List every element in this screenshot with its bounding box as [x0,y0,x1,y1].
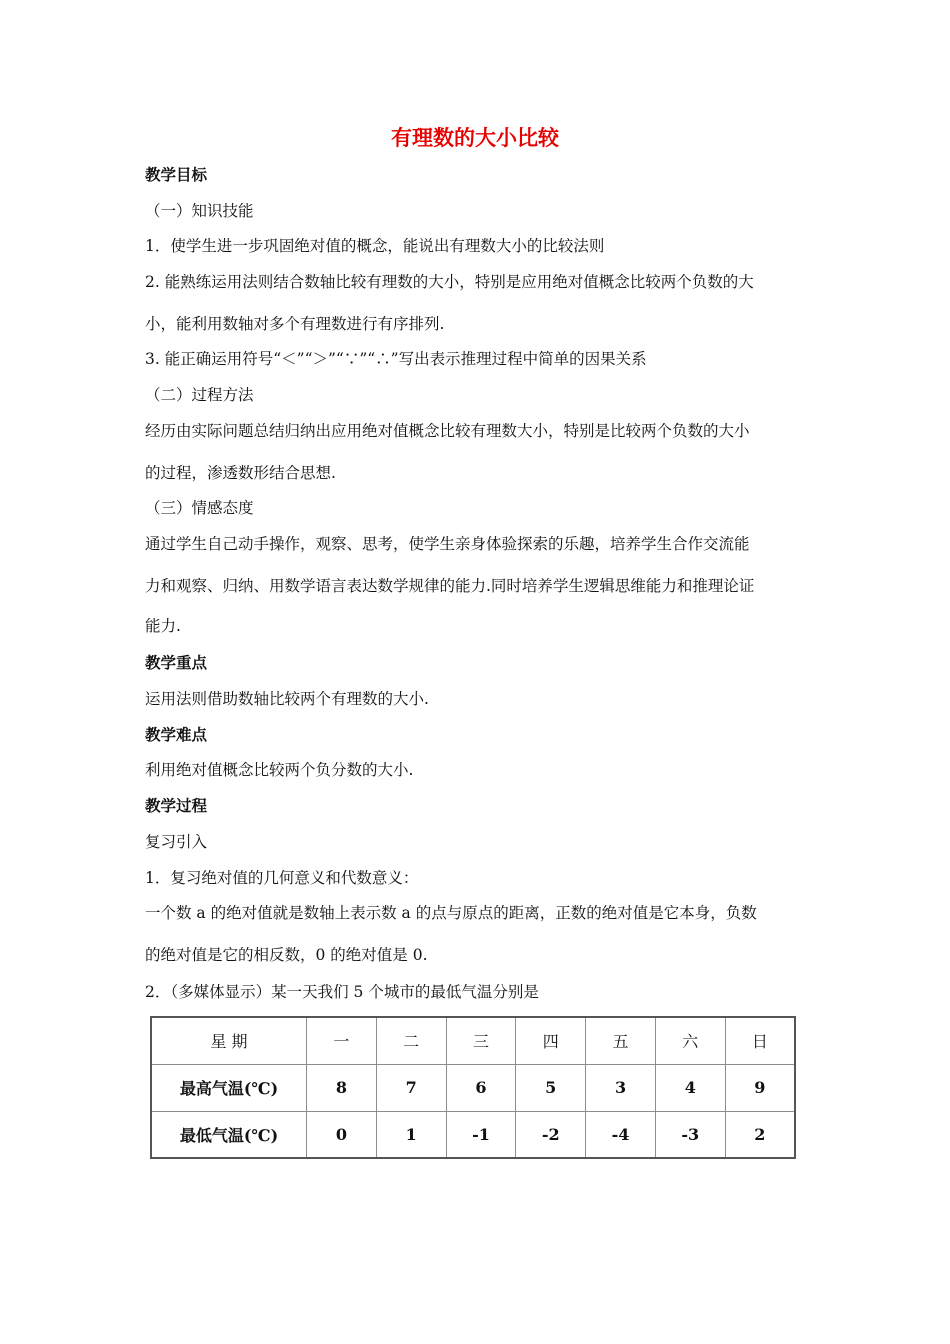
table-row-label: 最低气温(℃) [151,1111,307,1158]
table-cell: 1 [376,1111,446,1158]
objectives-heading: 教学目标 [145,166,208,184]
table-header-cell: 日 [725,1017,795,1064]
table-cell: 2 [725,1111,795,1158]
subheading-knowledge-skills: （一）知识技能 [145,202,254,220]
key-points-text: 运用法则借助数轴比较两个有理数的大小. [145,690,429,708]
table-cell: 9 [725,1064,795,1111]
difficulties-text: 利用绝对值概念比较两个负分数的大小. [145,761,414,779]
review-item-1-line-1: 一个数 a 的绝对值就是数轴上表示数 a 的点与原点的距离，正数的绝对值是它本身，负数 [145,904,757,922]
table-header-cell: 四 [516,1017,586,1064]
table-header-cell: 六 [655,1017,725,1064]
teaching-process-heading: 教学过程 [145,797,208,815]
review-item-1-line-2: 的绝对值是它的相反数，0 的绝对值是 0. [145,946,428,964]
table-cell: 3 [586,1064,656,1111]
attitude-line-2: 力和观察、归纳、用数学语言表达数学规律的能力.同时培养学生逻辑思维能力和推理论证 [145,577,755,595]
objective-2-line-1: 2. 能熟练运用法则结合数轴比较有理数的大小，特别是应用绝对值概念比较两个负数的大 [145,273,754,291]
difficulties-heading: 教学难点 [145,726,208,744]
table-row-label: 最高气温(℃) [151,1064,307,1111]
attitude-line-1: 通过学生自己动手操作，观察、思考，使学生亲身体验探索的乐趣，培养学生合作交流能 [145,535,750,553]
table-cell: -3 [655,1111,725,1158]
review-item-1: 1．复习绝对值的几何意义和代数意义： [145,869,419,887]
temperature-table [150,1016,796,1159]
process-line-1: 经历由实际问题总结归纳出应用绝对值概念比较有理数大小，特别是比较两个负数的大小 [145,422,750,440]
table-row-low-temp [151,1111,795,1158]
table-cell: 8 [307,1064,377,1111]
attitude-line-3: 能力. [145,617,181,635]
review-item-2: 2．（多媒体显示）某一天我们 5 个城市的最低气温分别是 [145,983,539,1001]
table-row-high-temp [151,1064,795,1111]
table-cell: -2 [516,1111,586,1158]
table-header-row [151,1017,795,1064]
table-cell: 6 [446,1064,516,1111]
document-title: 有理数的大小比较 [391,126,559,150]
subheading-process-methods: （二）过程方法 [145,386,254,404]
key-points-heading: 教学重点 [145,654,208,672]
subheading-attitude: （三）情感态度 [145,499,254,517]
table-header-cell: 一 [307,1017,377,1064]
table-header-cell: 三 [446,1017,516,1064]
table-header-cell: 五 [586,1017,656,1064]
process-line-2: 的过程，渗透数形结合思想. [145,464,336,482]
objective-2-line-2: 小，能利用数轴对多个有理数进行有序排列. [145,315,445,333]
objective-3: 3. 能正确运用符号“＜”“＞”“∵”“∴”写出表示推理过程中简单的因果关系 [145,350,647,368]
objective-1: 1．使学生进一步巩固绝对值的概念，能说出有理数大小的比较法则 [145,237,605,255]
table-header-cell: 星 期 [151,1017,307,1064]
table-cell: 0 [307,1111,377,1158]
table-cell: -4 [586,1111,656,1158]
table-cell: -1 [446,1111,516,1158]
review-intro: 复习引入 [145,833,208,851]
table-header-cell: 二 [376,1017,446,1064]
table-cell: 5 [516,1064,586,1111]
table-cell: 7 [376,1064,446,1111]
table-cell: 4 [655,1064,725,1111]
